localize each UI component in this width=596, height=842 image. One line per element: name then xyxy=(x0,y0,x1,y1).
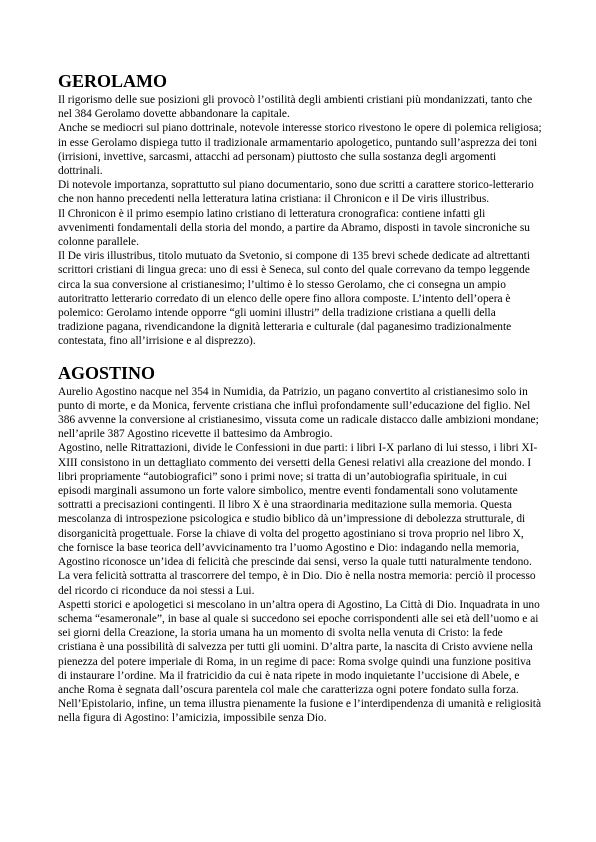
section-title-gerolamo: GEROLAMO xyxy=(58,71,168,91)
paragraph: Il De viris illustribus, titolo mutuato da Svetonio, si compone di 135 brevi schede dedicate ad altrettanti scrittori cristiani di lingua greca: uno di essi è Seneca, sul conto del quale correvano da tempo leggende circa la sua conversione al cristianesimo; l’ultimo è lo stesso Gerolamo, che ci consegna un ampio autoritratto letterario corredato di un elenco delle opere fino allora composte. L’intento dell’opera è polemico: Gerolamo intende opporre “gli uomini illustri” della tradizione cristiana a quelli della tradizione pagana, rivendicandone la dignità letteraria e culturale (dal paganesimo tradizionalmente contestata, fino all’irrisione e al disprezzo). xyxy=(58,250,530,348)
paragraph: Aurelio Agostino nacque nel 354 in Numidia, da Patrizio, un pagano convertito al cristianesimo solo in punto di morte, e da Monica, fervente cristiana che influì profondamente sull’educazione del figlio. Nel 386 avvenne la conversione al cristianesimo, vissuta come un radicale distacco dalle ambizioni mondane; nell’aprile 387 Agostino ricevette il battesimo da Ambrogio. xyxy=(58,385,539,441)
section-title-agostino: AGOSTINO xyxy=(58,362,156,383)
paragraph: Anche se mediocri sul piano dottrinale, notevole interesse storico rivestono le opere di polemica religiosa; in esse Gerolamo dispiega tutto il tradizionale armamentario apologetico, puntando sull’asprezza dei toni (irrisioni, invettive, sarcasmi, attacchi ad personam) piuttosto che sulla sostanza degli argomenti dottrinali. xyxy=(58,122,542,178)
paragraph: Di notevole importanza, soprattutto sul piano documentario, sono due scritti a carattere storico-letterario che non hanno precedenti nella letteratura latina cristiana: il Chronicon e il De viris illustribus. xyxy=(58,179,534,206)
paragraph: Aspetti storici e apologetici si mescolano in un’altra opera di Agostino, La Città di Dio. Inquadrata in uno schema “esameronale”, in base al quale si succedono sei epoche corrispondenti alle sei età dell’uomo e ai sei giorni della Creazione, la storia umana ha un momento di svolta nella venuta di Cristo: la fede cristiana è una possibilità di salvezza per tutti gli uomini. D’altra parte, la nascita di Cristo avviene nella pienezza del potere imperiale di Roma, in un regime di pace: Roma svolge quindi una funzione positiva di instaurare l’ordine. Ma il fratricidio da cui è nata ripete in modo inquietante l’uccisione di Abele, e anche Roma è segnata dall’oscura parentela col male che caratterizza ogni potere fondato sulla forza. Nell’Epistolario, infine, un tema illustra pienamente la fusione e l’interdipendenza di umanità e religiosità nella figura di Agostino: l’amicizia, impossibile senza Dio. xyxy=(58,598,541,725)
paragraph: Il Chronicon è il primo esempio latino cristiano di letteratura cronografica: contiene infatti gli avvenimenti fondamentali della storia del mondo, a partire da Abramo, disposti in tavole sincroniche su colonne parallele. xyxy=(58,207,530,249)
paragraph: Agostino, nelle Ritrattazioni, divide le Confessioni in due parti: i libri I-X parlano di lui stesso, i libri XI-XIII consistono in un dettagliato commento dei versetti della Genesi relativi alla creazione del mondo. I libri propriamente “autobiografici” sono i primi nove; si tratta di un’autobiografia spirituale, in cui episodi marginali assumono un forte valore simbolico, mentre eventi fondamentali sono volutamente sottratti a precisazioni contingenti. Il libro X è una straordinaria meditazione sulla memoria. Questa mescolanza di introspezione psicologica e studio biblico dà un’impressione di debolezza strutturale, di disorganicità progettuale. Forse la chiave di volta del progetto agostiniano si trova proprio nel libro X, che fornisce la base teorica dell’avvicinamento tra l’uomo Agostino e Dio: indagando nella memoria, Agostino riconosce un’idea di felicità che prescinde dai sensi, verso la quale tutti naturalmente tendono. La vera felicità sottratta al trascorrere del tempo, è in Dio. Dio è nella nostra memoria: perciò il processo del ricordo ci riconduce da noi stessi a Lui. xyxy=(58,442,538,597)
document-page xyxy=(58,71,542,726)
paragraph: Il rigorismo delle sue posizioni gli provocò l’ostilità degli ambienti cristiani più mondanizzati, tanto che nel 384 Gerolamo dovette abbandonare la capitale. xyxy=(58,94,533,121)
